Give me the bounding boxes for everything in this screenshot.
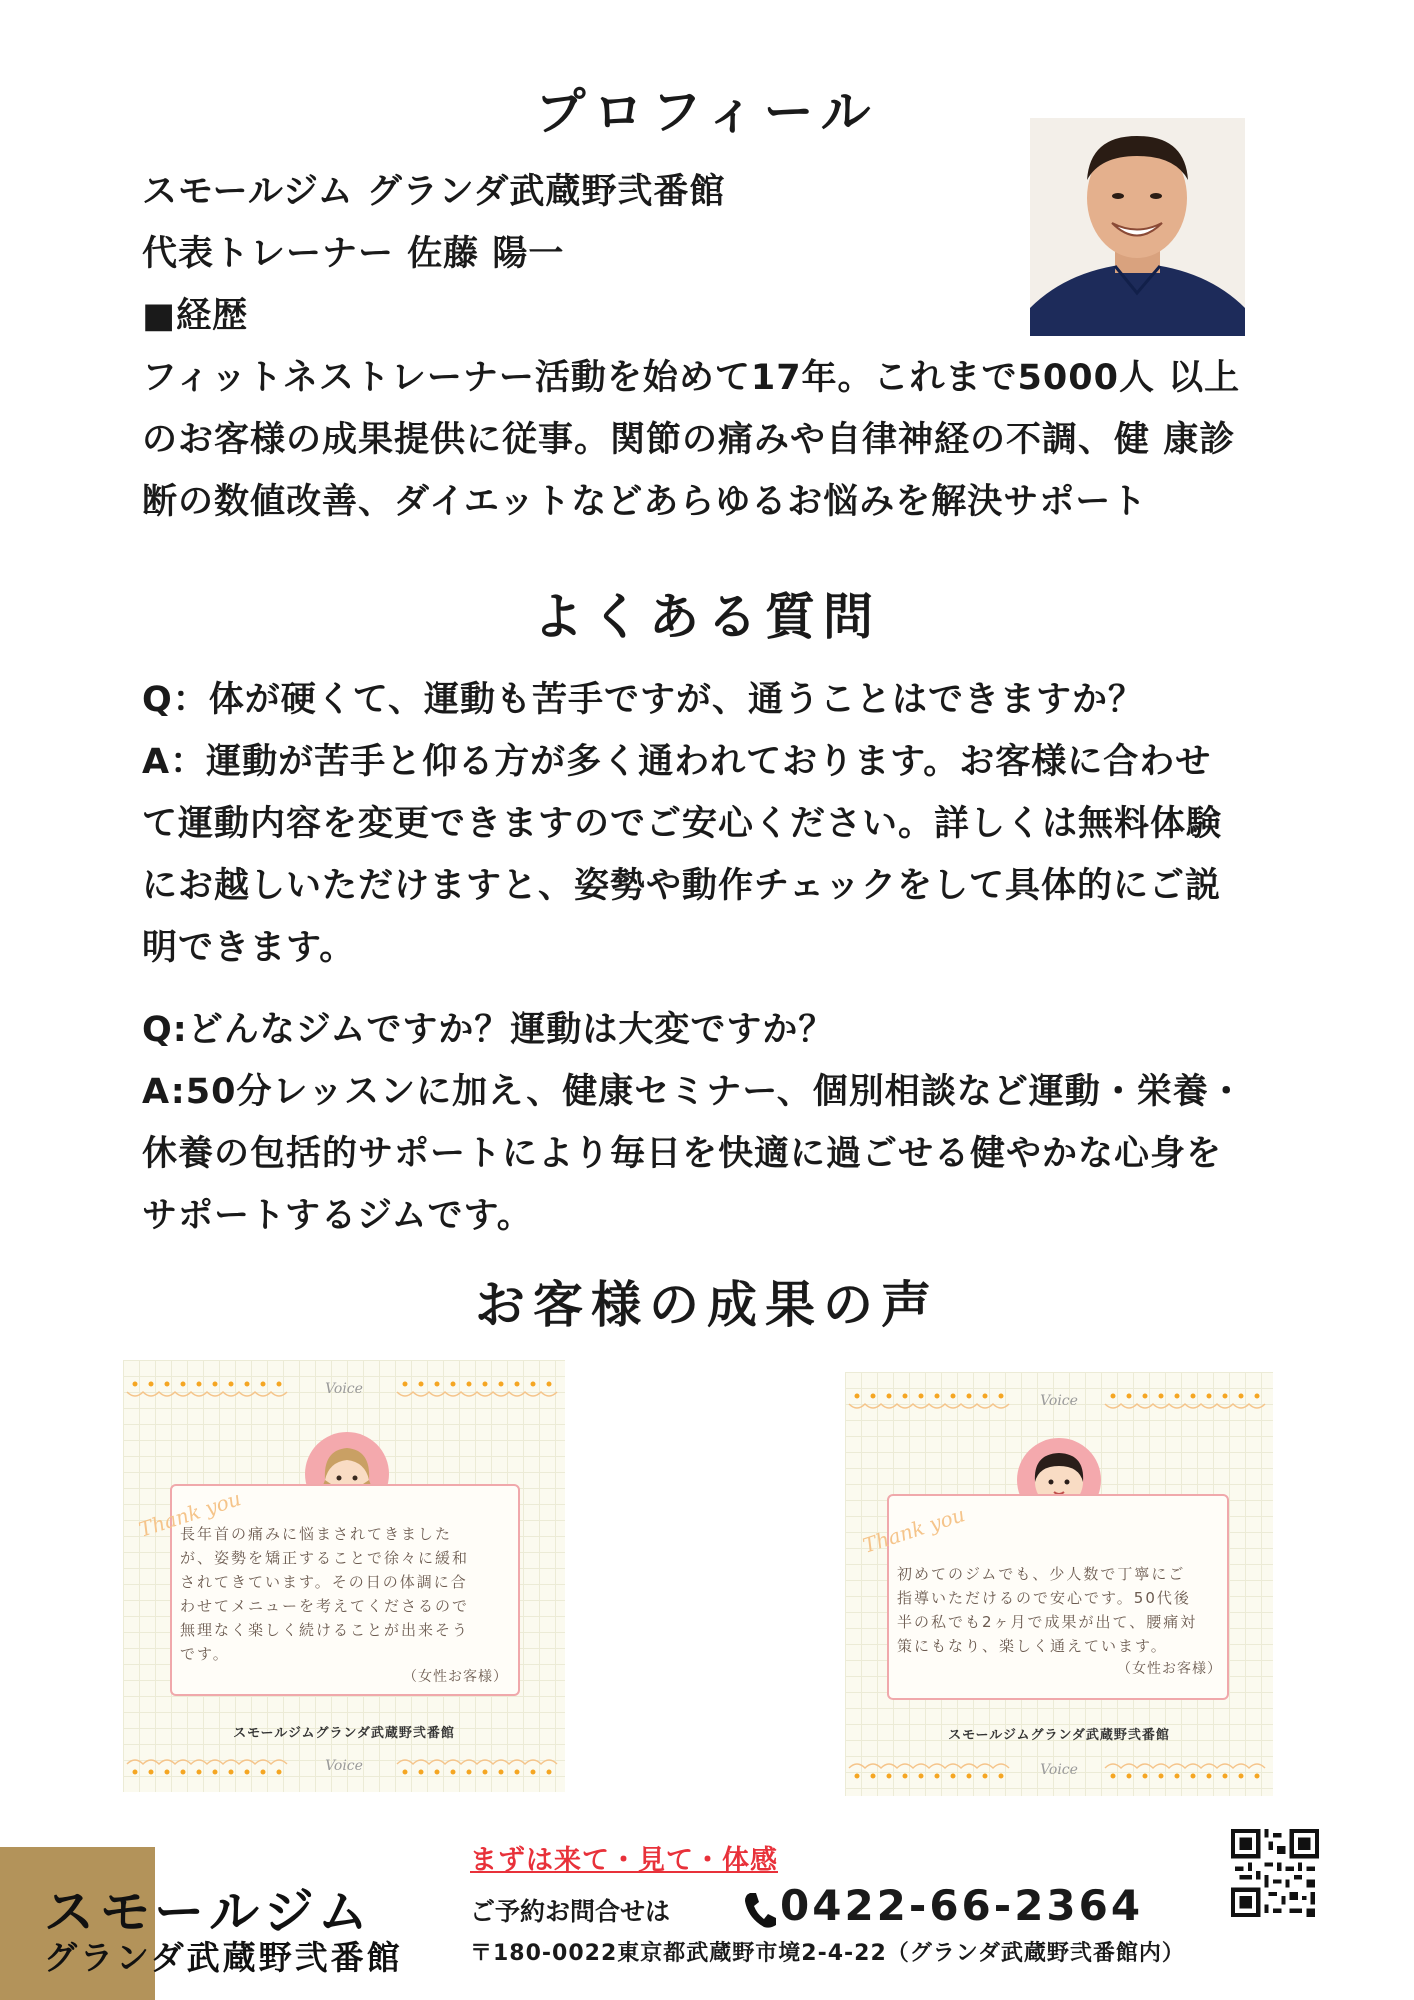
trainer-line: 代表トレーナー 佐藤 陽一 xyxy=(142,234,565,274)
testimonial-line: 半の私でも2ヶ月で成果が出て、腰痛対 xyxy=(897,1613,1198,1631)
career-line: のお客様の成果提供に従事。関節の痛みや自律神経の不調、健 康診 xyxy=(142,420,1236,460)
profile-heading: プロフィール xyxy=(535,83,879,141)
faq-line: A:50分レッスンに加え、健康セミナー、個別相談など運動・栄養・ xyxy=(142,1072,1245,1112)
career-heading: ■経歴 xyxy=(142,296,249,336)
contact-label: ご予約お問合せは xyxy=(470,1897,671,1926)
testimonial-line: 長年首の痛みに悩まされてきました xyxy=(180,1525,453,1543)
phone-number[interactable]: 0422-66-2364 xyxy=(780,1881,1144,1930)
card-gym-name: スモールジムグランダ武蔵野弐番館 xyxy=(948,1728,1170,1743)
testimonial-card xyxy=(123,1360,565,1792)
career-line: フィットネストレーナー活動を始めて17年。これまで5000人 以上 xyxy=(142,358,1241,398)
testimonial-author: （女性お客様） xyxy=(403,1669,508,1685)
testimonial-line: わせてメニューを考えてくださるので xyxy=(180,1597,470,1615)
career-line: 断の数値改善、ダイエットなどあらゆるお悩みを解決サポート xyxy=(142,482,1148,522)
voice-label: Voice xyxy=(325,1758,363,1774)
trainer-photo xyxy=(1030,118,1245,336)
testimonial-line: が、姿勢を矯正することで徐々に緩和 xyxy=(180,1549,470,1567)
faq-line: Q:どんなジムですか？運動は大変ですか？ xyxy=(142,1010,835,1050)
faq-line: て運動内容を変更できますのでご安心ください。詳しくは無料体験 xyxy=(142,804,1223,844)
catchphrase: まずは来て・見て・体感 xyxy=(470,1845,778,1876)
voice-label: Voice xyxy=(1040,1762,1078,1778)
testimonial-line: されてきています。その日の体調に合 xyxy=(180,1573,468,1591)
voice-label: Voice xyxy=(1040,1393,1078,1409)
qr-code-icon[interactable] xyxy=(1231,1829,1319,1917)
phone-icon xyxy=(742,1890,778,1930)
faq-line: 休養の包括的サポートにより毎日を快適に過ごせる健やかな心身を xyxy=(142,1134,1223,1174)
faq-line: A：運動が苦手と仰る方が多く通われております。お客様に合わせ xyxy=(142,742,1212,782)
thank-you-script: Thank you xyxy=(859,1502,968,1558)
testimonial-line: 無理なく楽しく続けることが出来そう xyxy=(180,1621,470,1639)
voices-heading: お客様の成果の声 xyxy=(475,1276,939,1334)
address: 〒180-0022東京都武蔵野市境2-4-22（グランダ武蔵野弐番館内） xyxy=(470,1941,1185,1966)
testimonial-line: 指導いただけるので安心です。50代後 xyxy=(897,1589,1191,1607)
gym-name-line: スモールジム グランダ武蔵野弐番館 xyxy=(142,172,726,212)
brand-name: スモールジム xyxy=(44,1883,374,1941)
faq-line: Q：体が硬くて、運動も苦手ですが、通うことはできますか？ xyxy=(142,680,1145,720)
testimonial-author: （女性お客様） xyxy=(1117,1661,1222,1677)
brand-subname: グランダ武蔵野弐番館 xyxy=(44,1938,403,1977)
testimonial-card xyxy=(845,1372,1273,1796)
testimonial-line: 策にもなり、楽しく通えています。 xyxy=(897,1637,1168,1655)
thank-you-script: Thank you xyxy=(135,1486,244,1542)
testimonial-line: です。 xyxy=(180,1645,230,1663)
faq-line: にお越しいただけますと、姿勢や動作チェックをして具体的にご説 xyxy=(142,866,1221,906)
testimonial-line: 初めてのジムでも、少人数で丁寧にご xyxy=(897,1565,1186,1583)
voice-label: Voice xyxy=(325,1381,363,1397)
faq-line: サポートするジムです。 xyxy=(142,1196,533,1236)
card-gym-name: スモールジムグランダ武蔵野弐番館 xyxy=(233,1726,455,1741)
faq-heading: よくある質問 xyxy=(533,588,881,646)
faq-line: 明できます。 xyxy=(142,928,356,968)
